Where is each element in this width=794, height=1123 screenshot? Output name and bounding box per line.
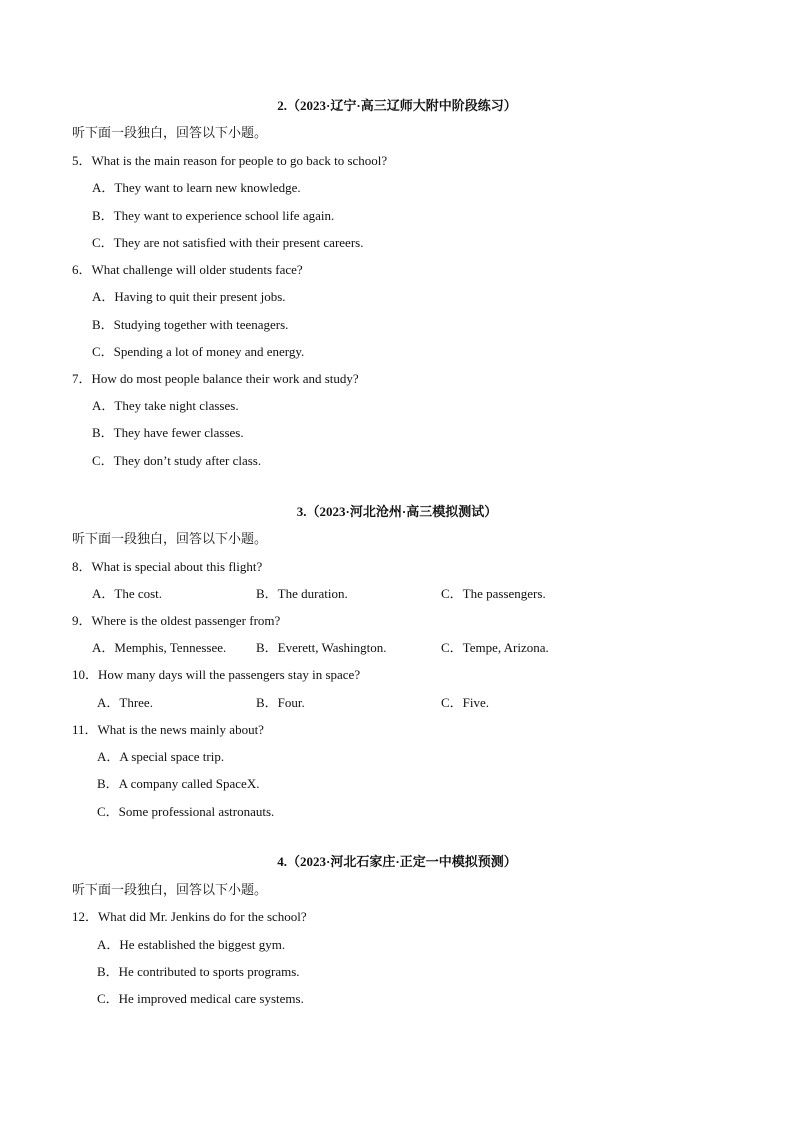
section-instruction: 听下面一段独白，回答以下小题。 [72,882,268,897]
question-7: 7．How do most people balance their work and study? [72,371,359,386]
section-title: 4.（2023·河北石家庄·正定一中模拟预测） [277,854,517,869]
option-12b: B．He contributed to sports programs. [97,964,300,979]
option-11c: C．Some professional astronauts. [97,804,275,819]
section-instruction: 听下面一段独白，回答以下小题。 [72,125,268,140]
option-9b: B．Everett, Washington. [256,640,387,655]
option-7b: B．They have fewer classes. [92,425,244,440]
option-12a: A．He established the biggest gym. [97,937,286,952]
option-12c: C．He improved medical care systems. [97,991,304,1006]
option-6b: B．Studying together with teenagers. [92,317,289,332]
option-8b: B．The duration. [256,586,348,601]
option-7a: A．They take night classes. [92,398,239,413]
option-11b: B．A company called SpaceX. [97,776,260,791]
option-5a: A．They want to learn new knowledge. [92,180,301,195]
question-12: 12．What did Mr. Jenkins do for the school? [72,909,307,924]
section-title: 2.（2023·辽宁·高三辽师大附中阶段练习） [277,98,517,113]
option-10b: B．Four. [256,695,305,710]
option-7c: C．They don’t study after class. [92,453,262,468]
question-5: 5．What is the main reason for people to go back to school? [72,153,388,168]
question-8: 8．What is special about this flight? [72,559,263,574]
option-6a: A．Having to quit their present jobs. [92,289,286,304]
section-instruction: 听下面一段独白，回答以下小题。 [72,531,268,546]
option-9c: C．Tempe, Arizona. [441,640,549,655]
question-10: 10．How many days will the passengers stay in space? [72,667,361,682]
option-10c: C．Five. [441,695,490,710]
option-5b: B．They want to experience school life again. [92,208,335,223]
section-title: 3.（2023·河北沧州·高三模拟测试） [296,504,498,519]
question-6: 6．What challenge will older students face? [72,262,303,277]
option-11a: A．A special space trip. [97,749,225,764]
option-8a: A．The cost. [92,586,163,601]
question-9: 9．Where is the oldest passenger from? [72,613,281,628]
option-10a: A．Three. [97,695,153,710]
question-11: 11．What is the news mainly about? [72,722,264,737]
option-9a: A．Memphis, Tennessee. [92,640,227,655]
option-8c: C．The passengers. [441,586,546,601]
option-5c: C．They are not satisfied with their present careers. [92,235,364,250]
option-6c: C．Spending a lot of money and energy. [92,344,305,359]
